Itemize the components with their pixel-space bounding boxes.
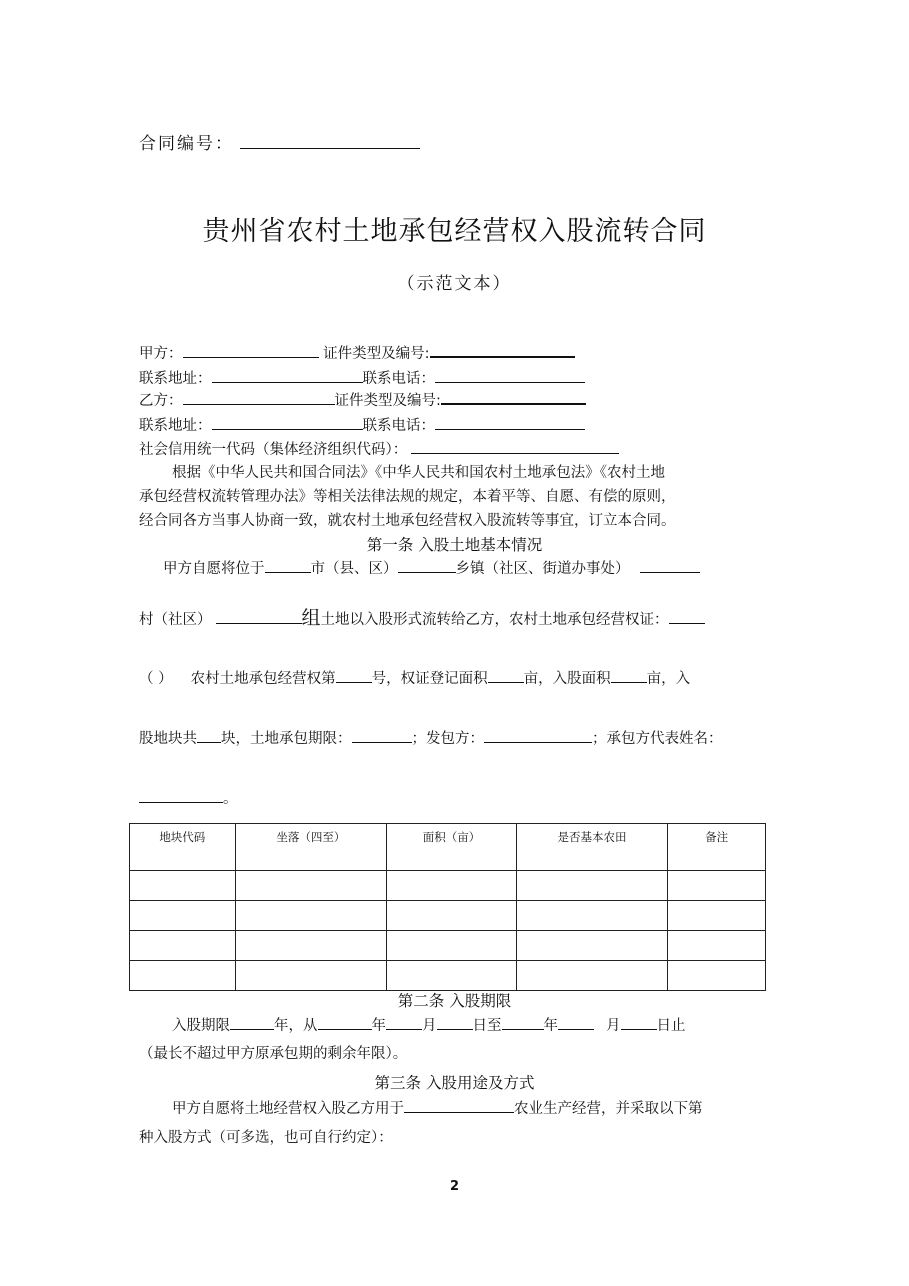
document-subtitle: （示范文本） [397, 274, 512, 294]
party-b-phone-label: 联系电话： [362, 418, 435, 434]
party-a-blank[interactable] [183, 343, 319, 358]
article-2-line-2: （最长不超过甲方原承包期的剩余年限）。 [139, 1046, 408, 1062]
table-row [130, 901, 766, 931]
party-a-contact-line [139, 368, 585, 389]
term-years-blank[interactable] [230, 1015, 274, 1030]
contract-number-label: 合同编号： [139, 134, 234, 154]
end-year-blank[interactable] [502, 1015, 544, 1030]
credit-code-label: 社会信用统一代码（集体经济组织代码）： [139, 442, 408, 458]
table-header-location: 坐落（四至） [235, 824, 387, 871]
table-cell[interactable] [235, 901, 387, 931]
table-row [130, 931, 766, 961]
article-1-text: 土地以入股形式流转给乙方，农村土地承包经营权证： [320, 612, 669, 628]
article-2-text: 年 [543, 1018, 558, 1034]
table-cell[interactable] [235, 871, 387, 901]
preamble-line-1: 根据《中华人民共和国合同法》《中华人民共和国农村土地承包法》《农村土地 [172, 465, 665, 481]
article-1-text: 股地块共 [139, 731, 197, 747]
group-char: 组 [301, 607, 321, 629]
document-title: 贵州省农村土地承包经营权入股流转合同 [202, 216, 707, 247]
page-number: 2 [449, 1179, 460, 1194]
party-b-label: 乙方： [139, 393, 183, 409]
table-cell[interactable] [235, 961, 387, 991]
article-1-text: 农村土地承包经营权第 [190, 671, 336, 687]
party-a-phone-blank[interactable] [435, 368, 585, 383]
table-cell[interactable] [668, 871, 766, 901]
article-3-text: 农业生产经营，并采取以下第 [514, 1101, 703, 1117]
article-3-line-1 [172, 1098, 703, 1119]
table-cell[interactable] [130, 901, 236, 931]
table-cell[interactable] [130, 931, 236, 961]
table-cell[interactable] [235, 931, 387, 961]
table-cell[interactable] [130, 871, 236, 901]
article-3-line-2: 种入股方式（可多选，也可自行约定）： [139, 1130, 393, 1146]
table-header-remarks: 备注 [668, 824, 766, 871]
table-cell[interactable] [668, 901, 766, 931]
land-plot-table [129, 823, 766, 991]
party-a-id-label: 证件类型及编号: [323, 346, 430, 362]
article-1-text: 亩，入股面积 [523, 671, 611, 687]
preamble-line-3: 经合同各方当事人协商一致，就农村土地承包经营权入股流转等事宜，订立本合同。 [139, 513, 676, 529]
table-cell[interactable] [387, 871, 517, 901]
article-2-text: 年，从 [274, 1018, 318, 1034]
table-header-area: 面积（亩） [387, 824, 517, 871]
contract-number-blank[interactable] [240, 134, 420, 149]
table-cell[interactable] [387, 901, 517, 931]
certificate-blank[interactable] [669, 609, 705, 624]
article-1-text: 。 [223, 791, 238, 807]
article-2-text: 月 [422, 1018, 437, 1034]
table-cell[interactable] [516, 901, 667, 931]
village-blank[interactable] [216, 609, 302, 624]
article-1-text: 亩，入 [646, 671, 691, 687]
table-cell[interactable] [668, 961, 766, 991]
township-blank[interactable] [398, 558, 456, 573]
purpose-blank[interactable] [404, 1098, 514, 1113]
article-1-text: ；发包方： [411, 731, 484, 747]
share-area-blank[interactable] [611, 668, 647, 683]
article-1-line-4 [139, 728, 723, 749]
table-row [130, 961, 766, 991]
end-day-blank[interactable] [621, 1015, 657, 1030]
table-header-plot-code: 地块代码 [130, 824, 236, 871]
article-2-text: 年 [371, 1018, 386, 1034]
article-1-text: 甲方自愿将位于 [163, 561, 265, 577]
party-b-id-label: 证件类型及编号: [334, 393, 441, 409]
start-day-blank[interactable] [437, 1015, 473, 1030]
preamble-line-2: 承包经营权流转管理办法》等相关法律法规的规定，本着平等、自愿、有偿的原则， [139, 489, 676, 505]
party-a-label: 甲方： [139, 346, 183, 362]
article-1-text: （ ） [139, 671, 173, 687]
end-month-blank[interactable] [558, 1015, 594, 1030]
representative-name-blank[interactable] [139, 788, 223, 803]
article-2-text: 日至 [472, 1018, 502, 1034]
contract-number-line [139, 134, 420, 154]
party-b-blank[interactable] [183, 390, 335, 405]
credit-code-line [139, 439, 619, 460]
article-1-line-1 [163, 558, 700, 579]
table-cell[interactable] [387, 961, 517, 991]
party-b-id-blank[interactable] [441, 389, 586, 405]
party-a-address-label: 联系地址： [139, 371, 212, 387]
table-header-basic-farmland: 是否基本农田 [516, 824, 667, 871]
party-b-line [139, 389, 586, 411]
table-header-row [130, 824, 766, 871]
article-1-line-3 [139, 668, 690, 689]
table-cell[interactable] [387, 931, 517, 961]
article-2-text: 日止 [656, 1018, 686, 1034]
party-a-address-blank[interactable] [212, 368, 363, 383]
article-1-line-5 [139, 788, 238, 809]
article-1-heading: 第一条 入股土地基本情况 [366, 536, 543, 554]
article-1-text: 块，土地承包期限： [221, 731, 352, 747]
party-a-phone-label: 联系电话： [362, 371, 435, 387]
table-row [130, 871, 766, 901]
article-2-heading: 第二条 入股期限 [397, 992, 512, 1010]
start-month-blank[interactable] [386, 1015, 422, 1030]
table-cell[interactable] [516, 961, 667, 991]
article-1-text: 号，权证登记面积 [371, 671, 488, 687]
table-cell[interactable] [668, 931, 766, 961]
registered-area-blank[interactable] [488, 668, 524, 683]
certificate-number-blank[interactable] [336, 668, 372, 683]
party-b-address-label: 联系地址： [139, 418, 212, 434]
party-b-contact-line [139, 415, 585, 436]
party-b-address-blank[interactable] [212, 415, 363, 430]
article-1-text: ；承包方代表姓名： [592, 731, 723, 747]
city-blank[interactable] [265, 558, 311, 573]
article-3-text: 甲方自愿将土地经营权入股乙方用于 [172, 1101, 404, 1117]
article-1-line-2 [139, 608, 705, 630]
table-cell[interactable] [516, 931, 667, 961]
start-year-blank[interactable] [318, 1015, 372, 1030]
party-a-id-blank[interactable] [430, 342, 575, 358]
party-a-line [139, 342, 575, 364]
article-3-heading: 第三条 入股用途及方式 [374, 1074, 535, 1092]
table-cell[interactable] [130, 961, 236, 991]
article-2-line-1 [172, 1015, 686, 1036]
article-1-text: 乡镇（社区、街道办事处） [455, 561, 630, 577]
article-2-text: 月 [606, 1018, 621, 1034]
article-2-text: 入股期限 [172, 1018, 230, 1034]
table-cell[interactable] [516, 871, 667, 901]
issuer-blank[interactable] [484, 728, 592, 743]
plot-count-blank[interactable] [197, 728, 221, 743]
party-b-phone-blank[interactable] [435, 415, 585, 430]
article-1-text: 村（社区） [139, 612, 212, 628]
credit-code-blank[interactable] [411, 439, 619, 454]
contract-term-blank[interactable] [352, 728, 412, 743]
article-1-text: 市（县、区） [310, 561, 398, 577]
office-blank[interactable] [640, 558, 700, 573]
